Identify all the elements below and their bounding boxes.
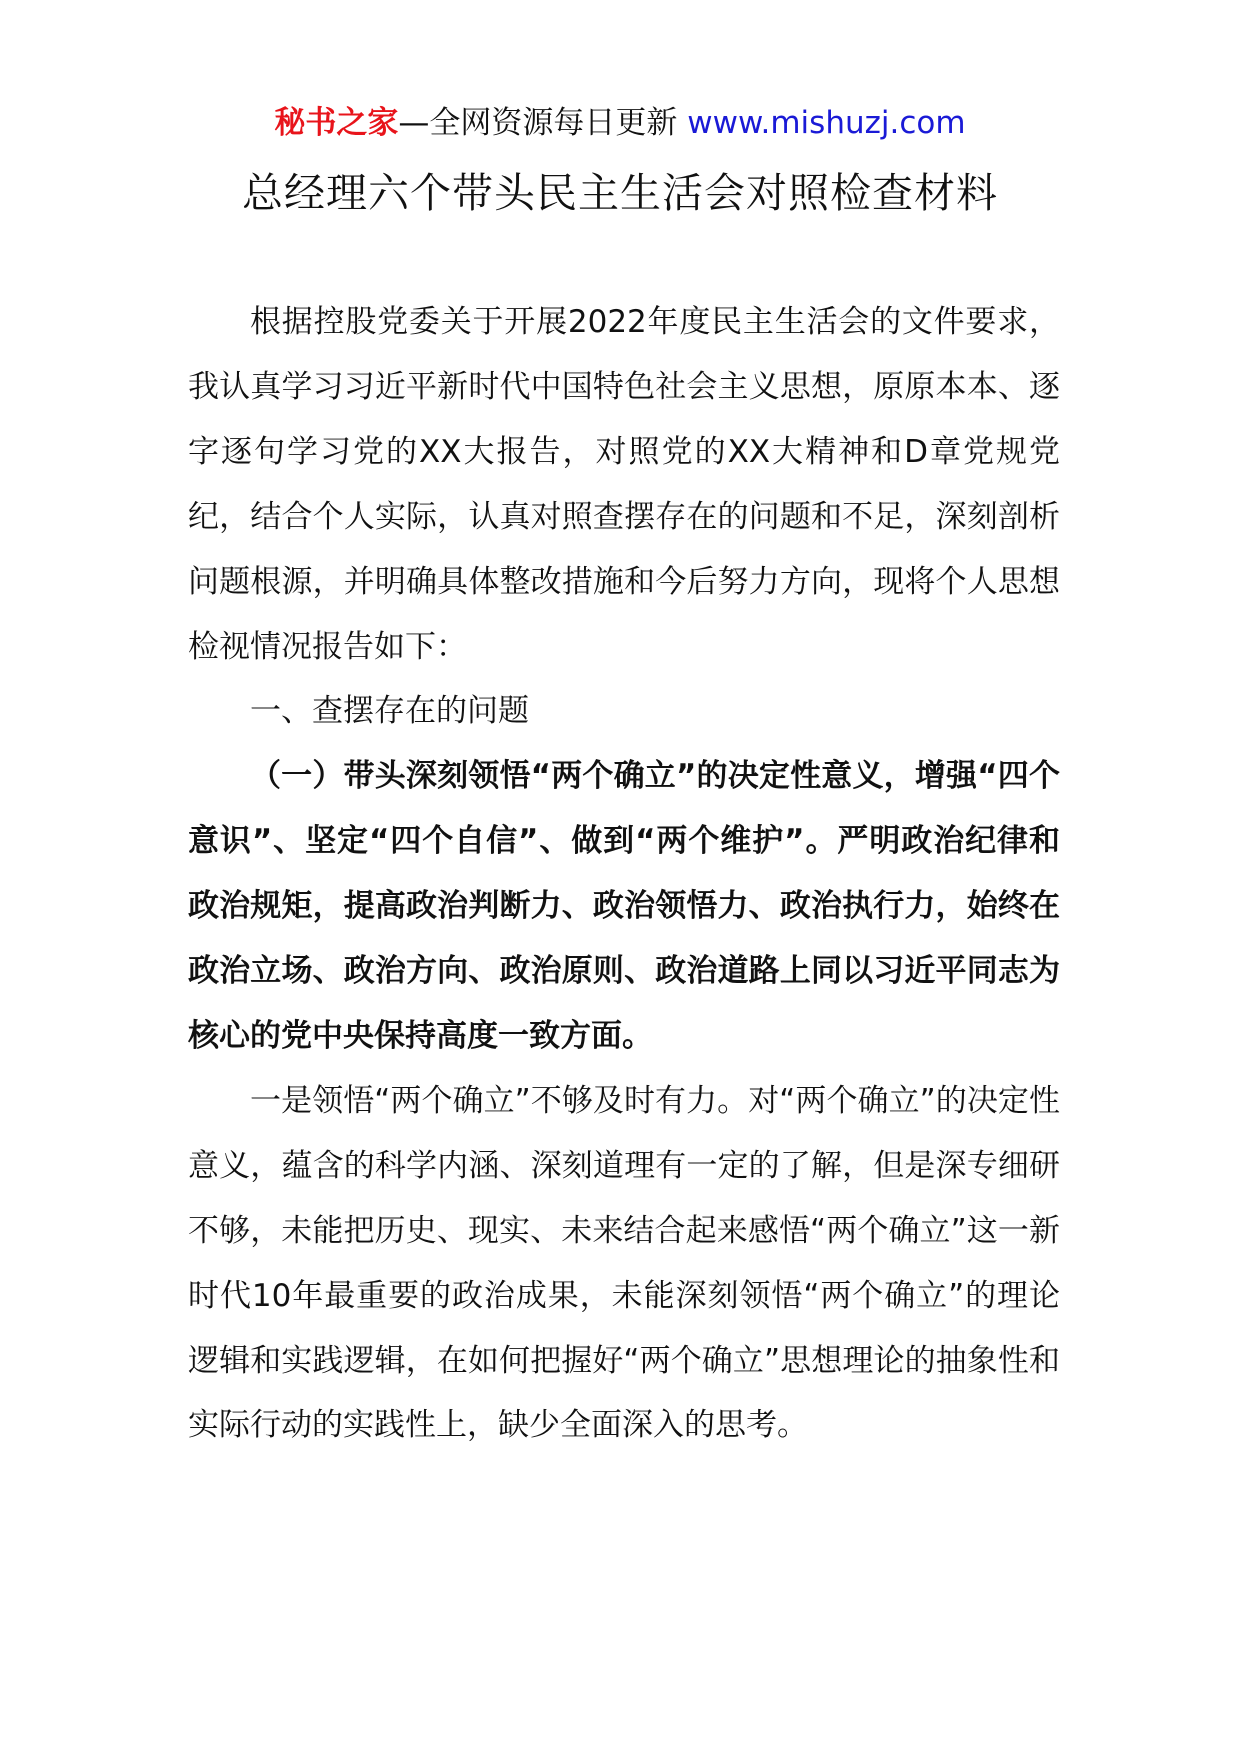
brand-name: 秘书之家 (274, 105, 399, 141)
section-heading: 一、查摆存在的问题 (250, 693, 529, 730)
body-paragraph: 一是领悟“两个确立”不够及时有力。对“两个确立”的决定性意义，蕴含的科学内涵、深刻道理有一定的了解，但是深专细研不够，未能把历史、现实、未来结合起来感悟“两个确立”这一新时代10年最重要的政治成果，未能深刻领悟“两个确立”的理论逻辑和实践逻辑，在如何把握好“两个确立”思想理论的抽象性和实际行动的实践性上，缺少全面深入的思考。 (188, 1082, 1060, 1444)
document-body (188, 290, 1060, 1458)
site-header (0, 98, 1240, 148)
intro-paragraph: 根据控股党委关于开展2022年度民主生活会的文件要求，我认真学习习近平新时代中国特色社会主义思想，原原本本、逐字逐句学习党的XX大报告，对照党的XX大精神和D章党规党纪，结合个人实际，认真对照查摆存在的问题和不足，深刻剖析问题根源，并明确具体整改措施和今后努力方向，现将个人思想检视情况报告如下： (188, 304, 1060, 665)
site-url-link[interactable]: www.mishuzj.com (687, 105, 966, 141)
header-slogan: —全网资源每日更新 (398, 105, 678, 141)
document-title: 总经理六个带头民主生活会对照检查材料 (242, 169, 998, 217)
subsection-heading: （一）带头深刻领悟“两个确立”的决定性意义，增强“四个意识”、坚定“四个自信”、做到“两个维护”。严明政治纪律和政治规矩，提高政治判断力、政治领悟力、政治执行力，始终在政治立场、政治方向、政治原则、政治道路上同以习近平同志为核心的党中央保持高度一致方面。 (188, 758, 1060, 1054)
